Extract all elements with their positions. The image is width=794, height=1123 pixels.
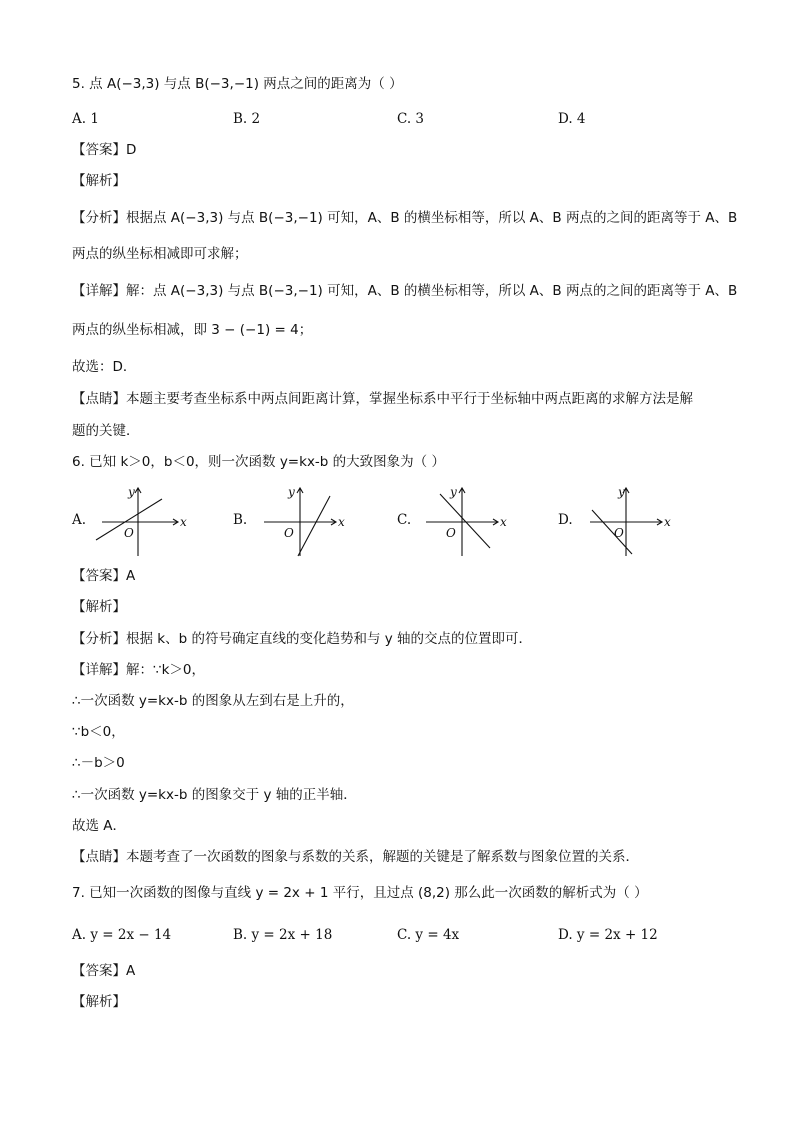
x-label: x bbox=[338, 515, 345, 529]
x-label: x bbox=[500, 515, 507, 529]
q6-graph-b bbox=[258, 482, 358, 560]
y-label: y bbox=[618, 485, 625, 499]
q6-option-c-label: C. bbox=[397, 512, 412, 528]
q7-option-b: B. y = 2x + 18 bbox=[233, 927, 333, 943]
q6-choice: 故选 A． bbox=[72, 818, 127, 834]
q5-xiangjie-line2: 两点的纵坐标相减，即 3 − (−1) = 4； bbox=[72, 322, 313, 338]
q5-fenxi-line1: 【分析】根据点 A(−3,3) 与点 B(−3,−1) 可知，A、B 的横坐标相等，所以 A、B 两点的之间的距离等于 A、B bbox=[72, 210, 738, 226]
q5-option-b: B. 2 bbox=[233, 111, 261, 127]
x-label: x bbox=[180, 515, 187, 529]
q6-graph-d bbox=[584, 482, 684, 560]
q6-option-b-label: B. bbox=[233, 512, 248, 528]
q6-question: 6. 已知 k＞0，b＜0，则一次函数 y=kx-b 的大致图象为（ ） bbox=[72, 454, 445, 470]
y-label: y bbox=[288, 485, 295, 499]
q5-option-c: C. 3 bbox=[397, 111, 425, 127]
q6-xiangjie: 【详解】解：∵k＞0， bbox=[72, 662, 205, 678]
q6-step4: ∴一次函数 y=kx-b 的图象交于 y 轴的正半轴． bbox=[72, 787, 357, 803]
q6-graph-c bbox=[420, 482, 520, 560]
q5-question: 5. 点 A(−3,3) 与点 B(−3,−1) 两点之间的距离为（ ） bbox=[72, 76, 403, 92]
q6-fenxi: 【分析】根据 k、b 的符号确定直线的变化趋势和与 y 轴的交点的位置即可． bbox=[72, 631, 533, 647]
q6-option-a-label: A. bbox=[72, 512, 87, 528]
q6-step2: ∵b＜0， bbox=[72, 724, 125, 740]
q7-option-c: C. y = 4x bbox=[397, 927, 460, 943]
origin-label: O bbox=[284, 526, 294, 540]
q6-step3: ∴－b＞0 bbox=[72, 755, 125, 771]
q5-analysis-heading: 【解析】 bbox=[72, 173, 126, 189]
q7-answer: 【答案】A bbox=[72, 963, 136, 979]
q5-option-d: D. 4 bbox=[558, 111, 586, 127]
q7-question: 7. 已知一次函数的图像与直线 y = 2x + 1 平行，且过点 (8,2) 那么此一次函数的解析式为（ ） bbox=[72, 885, 648, 901]
q6-analysis-heading: 【解析】 bbox=[72, 599, 126, 615]
y-label: y bbox=[450, 485, 457, 499]
q5-dianjing-line1: 【点睛】本题主要考查坐标系中两点间距离计算，掌握坐标系中平行于坐标轴中两点距离的求解方法是解 bbox=[72, 391, 693, 407]
origin-label: O bbox=[124, 526, 134, 540]
q5-option-a: A. 1 bbox=[72, 111, 99, 127]
x-label: x bbox=[664, 515, 671, 529]
q5-answer: 【答案】D bbox=[72, 142, 137, 158]
graph-line bbox=[298, 496, 330, 556]
origin-label: O bbox=[446, 526, 456, 540]
q5-choice: 故选：D． bbox=[72, 359, 137, 375]
q6-graph-a bbox=[92, 482, 192, 560]
q7-option-a: A. y = 2x − 14 bbox=[72, 927, 172, 943]
q6-dianjing: 【点睛】本题考查了一次函数的图象与系数的关系，解题的关键是了解系数与图象位置的关系． bbox=[72, 849, 639, 865]
q6-step1: ∴一次函数 y=kx-b 的图象从左到右是上升的， bbox=[72, 693, 354, 709]
q7-analysis-heading: 【解析】 bbox=[72, 994, 126, 1010]
q6-option-d-label: D. bbox=[558, 512, 573, 528]
q5-xiangjie-line1: 【详解】解：点 A(−3,3) 与点 B(−3,−1) 可知，A、B 的横坐标相等，所以 A、B 两点的之间的距离等于 A、B bbox=[72, 283, 738, 299]
q5-fenxi-line2: 两点的纵坐标相减即可求解； bbox=[72, 246, 248, 262]
y-label: y bbox=[128, 485, 135, 499]
q7-option-d: D. y = 2x + 12 bbox=[558, 927, 658, 943]
origin-label: O bbox=[614, 526, 624, 540]
q6-answer: 【答案】A bbox=[72, 568, 136, 584]
q5-dianjing-line2: 题的关键． bbox=[72, 423, 140, 439]
